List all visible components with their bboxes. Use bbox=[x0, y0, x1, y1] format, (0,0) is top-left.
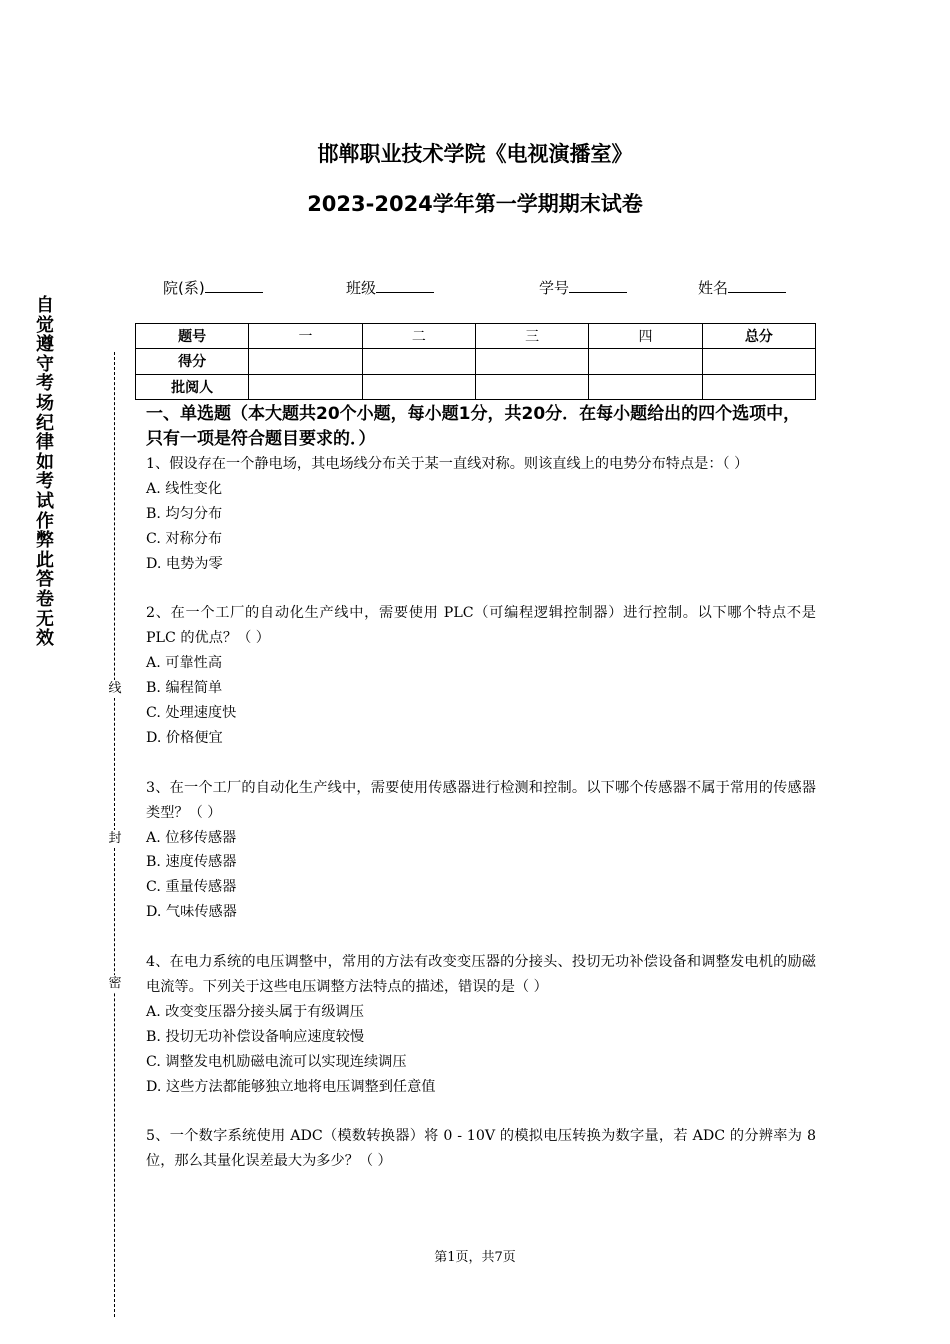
name-field[interactable] bbox=[698, 276, 786, 298]
option-a: A. 位移传感器 bbox=[146, 829, 237, 846]
option-b: B. 均匀分布 bbox=[146, 505, 223, 522]
department-field[interactable] bbox=[163, 276, 263, 298]
option-c: C. 调整发电机励磁电流可以实现连续调压 bbox=[146, 1053, 407, 1070]
class-field[interactable] bbox=[346, 276, 434, 298]
page-footer: 第1页，共7页 bbox=[434, 1250, 516, 1265]
score-table-header-row bbox=[136, 324, 816, 349]
score-cell[interactable] bbox=[475, 349, 588, 374]
student-id-blank[interactable] bbox=[569, 276, 627, 293]
question-stem: 1、假设存在一个静电场，其电场线分布关于某一直线对称。则该直线上的电势分布特点是：（ ） bbox=[146, 456, 749, 472]
option-d: D. 价格便宜 bbox=[146, 729, 223, 746]
header-part-1: 一 bbox=[249, 324, 362, 349]
question-list bbox=[146, 452, 816, 1199]
grader-cell[interactable] bbox=[249, 374, 362, 399]
option-c: C. 重量传感器 bbox=[146, 879, 237, 896]
binding-mark-line: 线 bbox=[106, 680, 124, 698]
grader-cell[interactable] bbox=[589, 374, 702, 399]
class-label: 班级 bbox=[346, 279, 377, 297]
question-stem: 4、在电力系统的电压调整中，常用的方法有改变变压器的分接头、投切无功补偿设备和调整发电机的励磁电流等。下列关于这些电压调整方法特点的描述，错误的是（ ） bbox=[146, 954, 816, 995]
question-stem: 5、一个数字系统使用 ADC（模数转换器）将 0 - 10V 的模拟电压转换为数字量，若 ADC 的分辨率为 8 位，那么其量化误差最大为多少？（ ） bbox=[146, 1128, 816, 1170]
score-table bbox=[135, 323, 816, 400]
question-stem: 3、在一个工厂的自动化生产线中，需要使用传感器进行检测和控制。以下哪个传感器不属于常用的传感器类型？（ ） bbox=[146, 779, 816, 821]
option-c: C. 处理速度快 bbox=[146, 705, 237, 722]
student-info-row bbox=[0, 276, 950, 300]
option-d: D. 这些方法都能够独立地将电压调整到任意值 bbox=[146, 1078, 436, 1095]
option-b: B. 编程简单 bbox=[146, 680, 223, 697]
header-total: 总分 bbox=[702, 324, 815, 349]
question-4 bbox=[146, 950, 816, 1099]
question-3 bbox=[146, 776, 816, 925]
question-2 bbox=[146, 601, 816, 750]
score-row bbox=[136, 349, 816, 374]
section-1-heading: 一、单选题（本大题共20个小题，每小题1分，共20分．在每小题给出的四个选项中，只有一项是符合题目要求的．） bbox=[146, 404, 801, 449]
student-id-field[interactable] bbox=[539, 276, 627, 298]
exam-title-line2: 2023-2024学年第一学期期末试卷 bbox=[307, 192, 643, 216]
question-1 bbox=[146, 452, 816, 577]
option-d: D. 气味传感器 bbox=[146, 904, 237, 921]
option-a: A. 改变变压器分接头属于有级调压 bbox=[146, 1003, 364, 1020]
question-5 bbox=[146, 1124, 816, 1174]
class-blank[interactable] bbox=[376, 276, 434, 293]
option-b: B. 投切无功补偿设备响应速度较慢 bbox=[146, 1028, 365, 1045]
header-part-4: 四 bbox=[589, 324, 702, 349]
student-id-label: 学号 bbox=[539, 279, 570, 297]
department-blank[interactable] bbox=[205, 276, 263, 293]
grader-row-label: 批阅人 bbox=[136, 374, 249, 399]
question-stem: 2、在一个工厂的自动化生产线中，需要使用 PLC（可编程逻辑控制器）进行控制。以下哪个特点不是 PLC 的优点？（ ） bbox=[146, 605, 816, 647]
score-cell[interactable] bbox=[702, 349, 815, 374]
score-cell[interactable] bbox=[249, 349, 362, 374]
name-label: 姓名 bbox=[698, 279, 729, 297]
header-part-2: 二 bbox=[362, 324, 475, 349]
option-a: A. 可靠性高 bbox=[146, 655, 223, 672]
exam-title-line1: 邯郸职业技术学院《电视演播室》 bbox=[317, 142, 633, 166]
grader-cell[interactable] bbox=[702, 374, 815, 399]
grader-cell[interactable] bbox=[475, 374, 588, 399]
name-blank[interactable] bbox=[728, 276, 786, 293]
score-cell[interactable] bbox=[589, 349, 702, 374]
grader-row bbox=[136, 374, 816, 399]
department-label: 院(系) bbox=[163, 279, 205, 297]
binding-mark-secret: 密 bbox=[106, 975, 124, 993]
header-part-3: 三 bbox=[475, 324, 588, 349]
option-a: A. 线性变化 bbox=[146, 480, 223, 497]
grader-cell[interactable] bbox=[362, 374, 475, 399]
option-b: B. 速度传感器 bbox=[146, 854, 237, 871]
option-d: D. 电势为零 bbox=[146, 555, 223, 572]
score-row-label: 得分 bbox=[136, 349, 249, 374]
option-c: C. 对称分布 bbox=[146, 530, 223, 547]
integrity-notice: 自觉遵守考场纪律如考试作弊此答卷无效 bbox=[36, 295, 54, 650]
header-question-no: 题号 bbox=[136, 324, 249, 349]
binding-mark-seal: 封 bbox=[106, 830, 124, 848]
score-cell[interactable] bbox=[362, 349, 475, 374]
